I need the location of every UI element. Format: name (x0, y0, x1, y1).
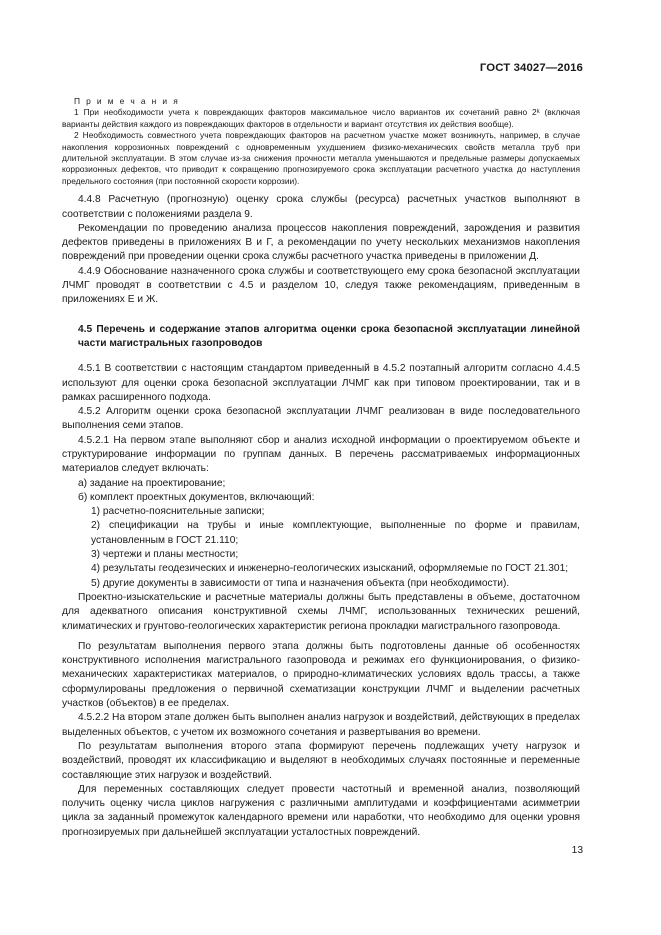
paragraph-4-4-9: 4.4.9 Обоснование назначенного срока службы и соответствующего ему срока безопасной эксплуатации ЛЧМГ проводят в соответствии с 4.5 и разделом 10, следуя также рекомендациям, приведенным в приложениях Е и Ж. (62, 265, 580, 306)
paragraph-4-5-2-1: 4.5.2.1 На первом этапе выполняют сбор и анализ исходной информации о проектируемом объекте и структурирование информации по группам данных. В перечень рассматриваемых информационных материалов следует включать: (62, 434, 580, 475)
page-number: 13 (571, 845, 583, 856)
sublist-item-3: 3) чертежи и планы местности; (91, 549, 239, 561)
paragraph-materials: Проектно-изыскательские и расчетные материалы должны быть представлены в объеме, достаточном для адекватного описания конструктивной схемы ЛЧМГ, использованных технических решений, климатических и грунтово-геологических характеристик региона прокладки магистрального газопровода. (62, 591, 580, 632)
section-heading-4-5: 4.5 Перечень и содержание этапов алгоритма оценки срока безопасной эксплуатации линейной части магистральных газопроводов (78, 323, 580, 349)
note-2: 2 Необходимость совместного учета повреждающих факторов на расчетном участке может возникнуть, например, в случае накопления коррозионных повреждений с одновременным ухудшением физико-механических свойств металла труб при длительной эксплуатации. В этом случае из-за снижения прочности металла уменьшаются и предельные размеры допускаемых коррозионных дефектов, что приводит к сокращению прогнозируемого срока эксплуатации расчетного участка до наступления предельного состояния (при постоянной скорости коррозии). (62, 130, 580, 186)
sublist-item-5: 5) другие документы в зависимости от типа и назначения объекта (при необходимости). (91, 577, 510, 589)
list-item-a: а) задание на проектирование; (78, 477, 226, 489)
sublist-item-1: 1) расчетно-пояснительные записки; (91, 506, 265, 518)
paragraph-4-4-8: 4.4.8 Расчетную (прогнозную) оценку срока службы (ресурса) расчетных участков выполняют в соответствии с положениями раздела 9. (62, 194, 580, 220)
paragraph-first-stage-results: По результатам выполнения первого этапа должны быть подготовлены данные об особенностях конструктивного исполнения магистрального газопровода и режимах его функционирования, о физико-механических характеристиках материалов, о природно-климатических условиях вдоль трассы, а также сформулированы предложения о первичной схематизации конструкции ЛЧМГ и выделении расчетных участков (объектов) в ее пределах. (62, 640, 580, 710)
sublist-item-4: 4) результаты геодезических и инженерно-геологических изысканий, оформляемые по ГОСТ 21.301; (91, 563, 569, 575)
paragraph-recommendations: Рекомендации по проведению анализа процессов накопления повреждений, зарождения и развития дефектов приведены в приложениях В и Г, а рекомендации по учету нескольких механизмов накопления повреждений при проведении оценки срока службы расчетного участка приведены в приложении Д. (62, 222, 580, 263)
paragraph-4-5-2-2: 4.5.2.2 На втором этапе должен быть выполнен анализ нагрузок и воздействий, действующих в пределах выделенных объектов, с учетом их возможного сочетания и развертывания во времени. (62, 712, 580, 738)
paragraph-variable-components: Для переменных составляющих следует провести частотный и временной анализ, позволяющий получить оценку числа циклов нагружения с различными амплитудами и коэффициентами асимметрии цикла за заданный промежуток календарного времени или наработки, что необходимо для оценки уровня прогнозируемых при дальнейшей эксплуатации усталостных повреждений. (62, 783, 580, 838)
page-body (62, 96, 580, 840)
list-item-b: б) комплект проектных документов, включающий: (78, 491, 315, 503)
paragraph-second-stage-results: По результатам выполнения второго этапа формируют перечень подлежащих учету нагрузок и воздействий, проводят их классификацию и выделяют в необходимых случаях постоянные и переменные составляющие этих нагрузок и воздействий. (62, 740, 580, 781)
paragraph-4-5-1: 4.5.1 В соответствии с настоящим стандартом приведенный в 4.5.2 поэтапный алгоритм согласно 4.4.5 используют для оценки срока безопасной эксплуатации ЛЧМГ как при типовом проектировании, так и в рамках расширенного подхода. (62, 363, 580, 403)
sublist-item-2: 2) спецификации на трубы и иные комплектующие, выполненные по форме и правилам, установленным в ГОСТ 21.110; (91, 520, 580, 546)
standard-header: ГОСТ 34027—2016 (479, 62, 583, 74)
paragraph-4-5-2: 4.5.2 Алгоритм оценки срока безопасной эксплуатации ЛЧМГ реализован в виде последовательного выполнения семи этапов. (62, 406, 580, 432)
note-1: 1 При необходимости учета к повреждающих факторов максимальное число вариантов их сочетаний равно 2ᵏ (включая варианты действия каждого из повреждающих факторов в отдельности и вариант отсутствия их действия вообще). (62, 107, 580, 129)
notes-title: П р и м е ч а н и я (74, 96, 180, 106)
